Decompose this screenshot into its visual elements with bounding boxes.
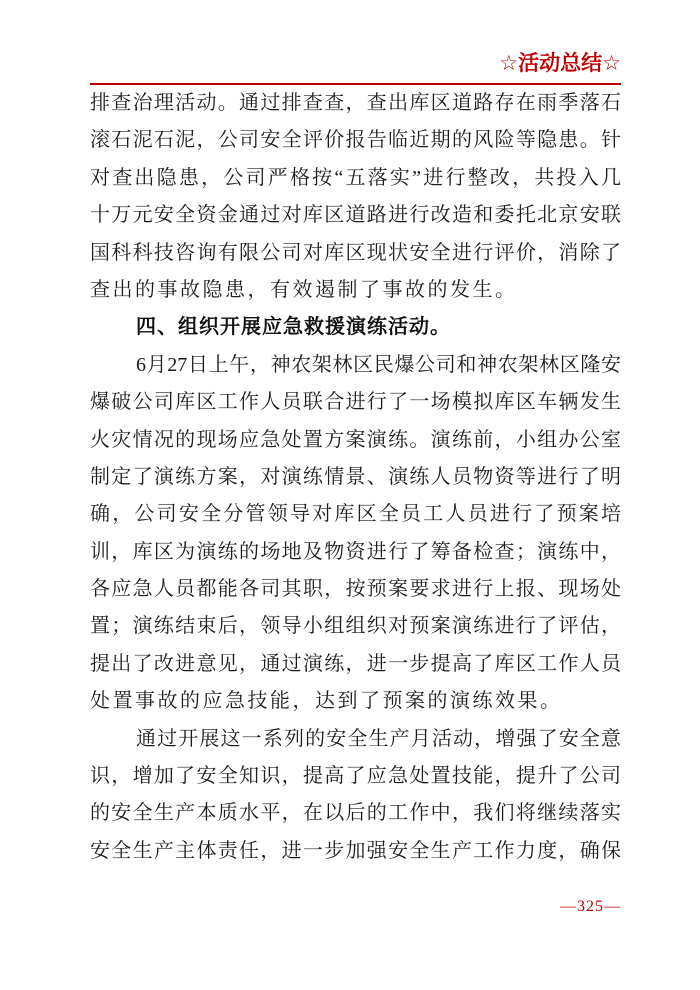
text-line: 国科科技咨询有限公司对库区现状安全进行评价，消除了	[90, 241, 621, 264]
paragraph-3	[90, 721, 621, 871]
text-line: 火灾情况的现场应急处置方案演练。演练前，小组办公室	[90, 428, 621, 451]
text-line: 爆破公司库区工作人员联合进行了一场模拟库区车辆发生	[90, 391, 621, 414]
text-line: 通过开展这一系列的安全生产月活动，增强了安全意	[136, 727, 621, 750]
text-line: 识，增加了安全知识，提高了应急处置技能，提升了公司	[90, 765, 621, 788]
text-line: 的安全生产本质水平，在以后的工作中，我们将继续落实	[90, 802, 621, 825]
heading-line: 四、组织开展应急救援演练活动。	[136, 316, 451, 339]
document-body	[90, 85, 621, 870]
text-line: 排查治理活动。通过排查查，查出库区道路存在雨季落石	[90, 92, 621, 114]
page-number: —325—	[560, 898, 621, 916]
text-line: 制定了演练方案，对演练情景、演练人员物资等进行了明	[90, 465, 621, 488]
page-content	[90, 0, 621, 916]
text-line: 十万元安全资金通过对库区道路进行改造和委托北京安联	[90, 204, 621, 227]
header-title: ☆活动总结☆	[499, 52, 621, 75]
text-line: 各应急人员都能各司其职，按预案要求进行上报、现场处	[90, 578, 621, 601]
text-line: 安全生产主体责任，进一步加强安全生产工作力度，确保	[90, 839, 621, 862]
text-line: 查出的事故隐患，有效遏制了事故的发生。	[90, 278, 518, 301]
text-line: 滚石泥石泥，公司安全评价报告临近期的风险等隐患。针	[90, 129, 621, 152]
page-footer	[90, 898, 621, 916]
text-line: 6月27日上午，神农架林区民爆公司和神农架林区隆安	[136, 353, 621, 376]
section-heading	[90, 309, 621, 346]
text-line: 置；演练结束后，领导小组组织对预案演练进行了评估，	[90, 615, 621, 638]
text-line: 确，公司安全分管领导对库区全员工人员进行了预案培	[90, 503, 621, 526]
paragraph-1	[90, 85, 621, 309]
text-line: 处置事故的应急技能，达到了预案的演练效果。	[90, 690, 563, 713]
text-line: 提出了改进意见，通过演练，进一步提高了库区工作人员	[90, 652, 621, 675]
text-line: 对查出隐患，公司严格按“五落实”进行整改，共投入几	[90, 166, 621, 189]
paragraph-2	[90, 347, 621, 721]
text-line: 训，库区为演练的场地及物资进行了筹备检查；演练中，	[90, 540, 621, 563]
